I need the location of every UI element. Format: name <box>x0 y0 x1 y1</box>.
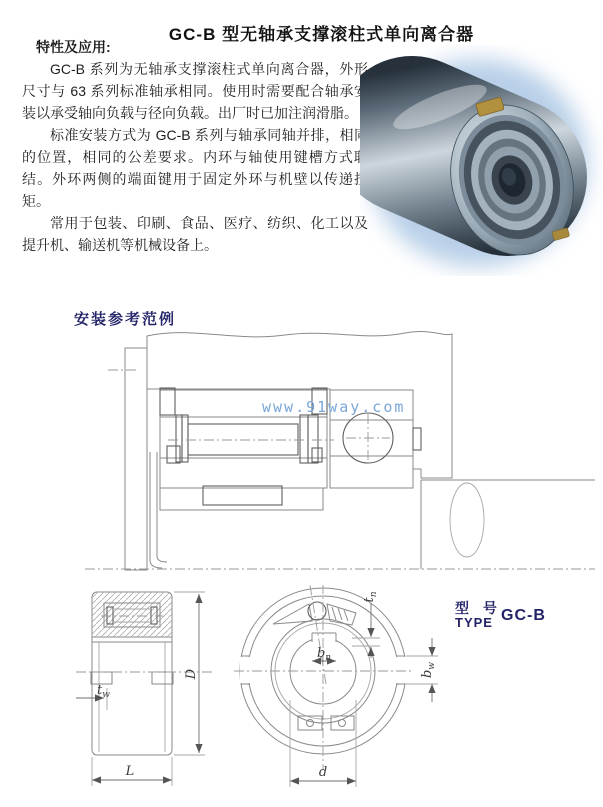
installation-drawing <box>60 330 603 592</box>
machine-housing <box>125 331 452 570</box>
type-model: GC-B <box>501 607 546 624</box>
roller <box>188 424 298 455</box>
dim-label-bn: $b_n$ <box>316 646 332 663</box>
installation-heading: 安装参考范例 <box>74 311 177 328</box>
watermark-text: www.91way.com <box>262 398 406 416</box>
features-paragraph: 常用于包装、印刷、食品、医疗、纺织、化工以及提升机、输送机等机械设备上。 <box>22 215 368 253</box>
type-label-en: TYPE <box>455 615 493 630</box>
features-section <box>22 36 368 256</box>
front-view <box>234 585 438 787</box>
page-title: GC-B 型无轴承支撑滚柱式单向离合器 <box>168 25 475 45</box>
shaft-key <box>203 486 282 505</box>
side-view <box>76 592 212 786</box>
clutch-photo <box>360 45 603 276</box>
dim-label-bw: $b_w$ <box>420 661 437 679</box>
dim-label-d: d <box>318 765 328 780</box>
spring <box>327 604 356 625</box>
product-photo <box>360 45 603 276</box>
dim-label-tw: $t_w$ <box>97 683 110 700</box>
shaft-break-symbol <box>450 483 484 557</box>
dim-label-D: D <box>184 668 199 680</box>
end-face-key-tab <box>331 716 354 730</box>
cam-wedge <box>273 604 312 624</box>
dim-label-tn: $t_n$ <box>362 591 379 603</box>
type-plate <box>453 598 573 638</box>
features-paragraph: GC-B 系列为无轴承支撑滚柱式单向离合器，外形尺寸与 63 系列标准轴承相同。使用时需要配合轴承安 装以承受轴向负载与径向负载。出厂时已加注润滑脂。 <box>22 61 368 121</box>
features-heading: 特性及应用: <box>36 39 111 55</box>
dimension-drawing <box>60 585 480 807</box>
features-paragraph: 标准安装方式为 GC-B 系列与轴承同轴并排，相同的位置，相同的公差要求。内环与轴使用键槽方式联 结。外环两侧的端面键用于固定外环与机壁以传递扭矩。 <box>22 127 368 209</box>
shaft-and-hub <box>150 452 595 569</box>
end-face-key <box>160 388 175 415</box>
type-label-cn: 型 号 <box>455 600 502 616</box>
dim-label-L: L <box>125 764 135 779</box>
